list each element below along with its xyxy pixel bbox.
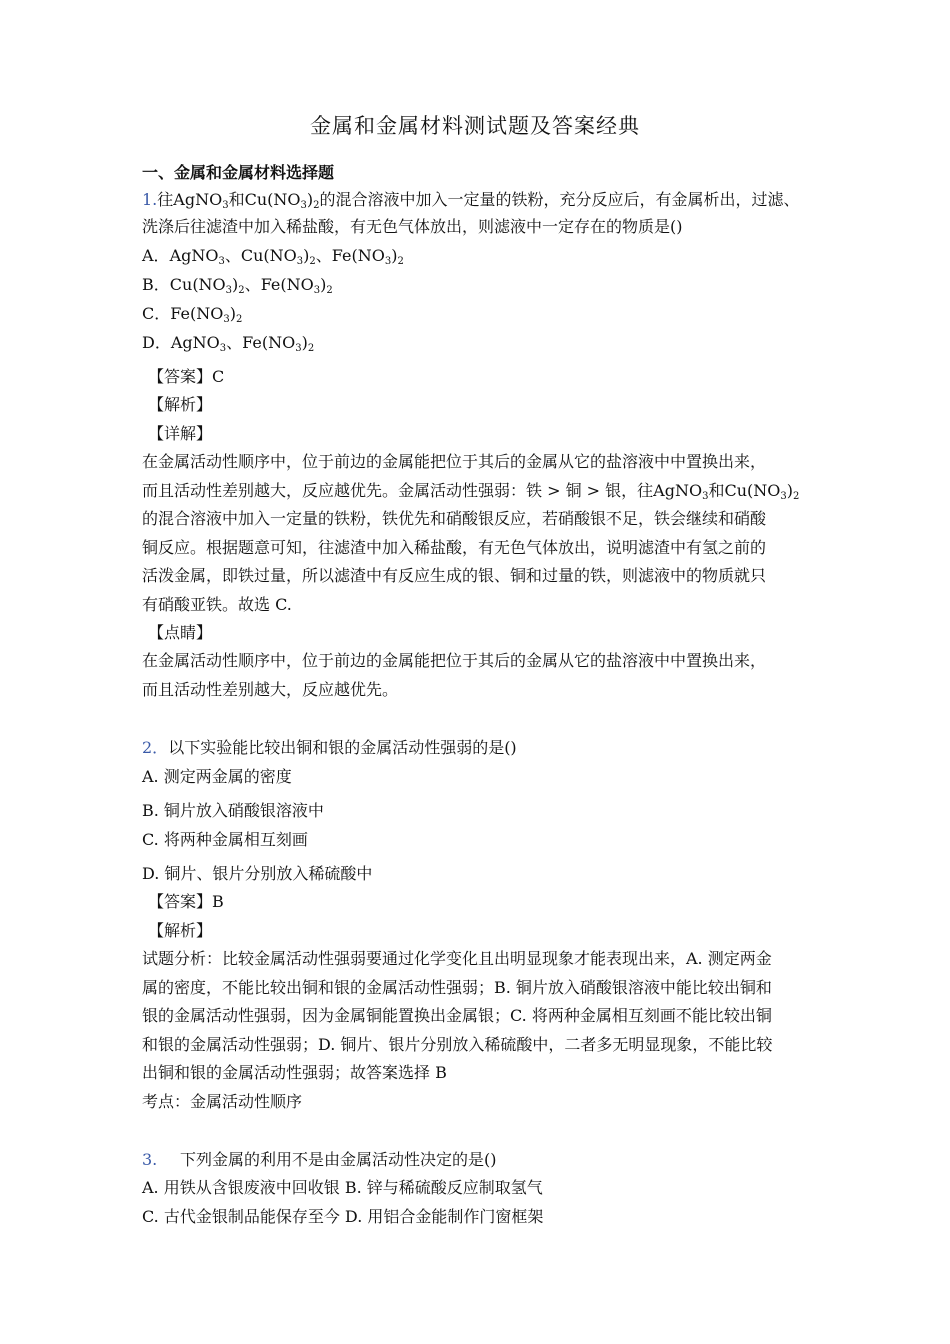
- q1-detail-line3: 的混合溶液中加入一定量的铁粉，铁优先和硝酸银反应，若硝酸银不足，铁会继续和硝酸: [142, 509, 767, 528]
- q3-options-cd: C. 古代金银制品能保存至今 D. 用铝合金能制作门窗框架: [142, 1207, 544, 1226]
- q3-stem: 3. 下列金属的利用不是由金属活动性决定的是(): [142, 1150, 497, 1169]
- q2-explain-line3: 银的金属活动性强弱，因为金属铜能置换出金属银；C. 将两种金属相互刻画不能比较出铜: [142, 1006, 772, 1025]
- q2-explain-line2: 属的密度，不能比较出铜和银的金属活动性强弱；B. 铜片放入硝酸银溶液中能比较出铜和: [142, 978, 772, 997]
- q1-stem-line2: 洗涤后往滤渣中加入稀盐酸，有无色气体放出，则滤液中一定存在的物质是(): [142, 217, 683, 236]
- section-heading: 一、金属和金属材料选择题: [142, 163, 335, 182]
- q2-option-c: C. 将两种金属相互刻画: [142, 830, 308, 849]
- q1-detail-line6: 有硝酸亚铁。故选 C.: [142, 595, 292, 614]
- q1-point-line2: 而且活动性差别越大，反应越优先。: [142, 680, 399, 699]
- q1-analysis-tag: 【解析】: [148, 395, 213, 414]
- q2-option-a: A. 测定两金属的密度: [142, 767, 292, 786]
- q1-detail-tag: 【详解】: [148, 424, 213, 443]
- q2-option-b: B. 铜片放入硝酸银溶液中: [142, 801, 324, 820]
- q1-answer: 【答案】C: [148, 367, 225, 386]
- q3-options-ab: A. 用铁从含银废液中回收银 B. 锌与稀硫酸反应制取氢气: [142, 1178, 543, 1197]
- q1-stem-line1: 1.往AgNO$_3$和$Cu(NO_3)_2$的混合溶液中加入一定量的铁粉，充分反应后，有金属析出，过滤、: [142, 190, 800, 211]
- q1-option-d: D．AgNO$_3$、$Fe(NO_3)_2$: [142, 333, 315, 354]
- q1-detail-line4: 铜反应。根据题意可知，往滤渣中加入稀盐酸，有无色气体放出，说明滤渣中有氢之前的: [142, 538, 767, 557]
- document-title: 金属和金属材料测试题及答案经典: [310, 114, 640, 138]
- q1-option-a: A．AgNO$_3$、$Cu(NO_3)_2$、$Fe(NO_3)_2$: [142, 246, 404, 267]
- q1-detail-line1: 在金属活动性顺序中，位于前边的金属能把位于其后的金属从它的盐溶液中中置换出来，: [142, 452, 767, 471]
- q1-option-b: B．$Cu(NO_3)_2$、$Fe(NO_3)_2$: [142, 275, 333, 296]
- q1-point-tag: 【点睛】: [148, 623, 213, 642]
- q1-detail-line2: 而且活动性差别越大，反应越优先。金属活动性强弱：铁 > 铜 > 银，往AgNO$_3$和$Cu(NO_3)_2$: [142, 481, 800, 502]
- q2-explain-line1: 试题分析：比较金属活动性强弱要通过化学变化且出明显现象才能表现出来，A. 测定两金: [142, 949, 772, 968]
- q2-kaodian: 考点：金属活动性顺序: [142, 1092, 303, 1111]
- q2-number: 2．: [142, 738, 169, 757]
- q1-number: 1.: [142, 190, 158, 209]
- q2-explain-line5: 出铜和银的金属活动性强弱；故答案选择 B: [142, 1063, 447, 1082]
- q1-detail-line5: 活泼金属，即铁过量，所以滤渣中有反应生成的银、铜和过量的铁，则滤液中的物质就只: [142, 566, 767, 585]
- q2-stem: 2．以下实验能比较出铜和银的金属活动性强弱的是(): [142, 738, 517, 757]
- q3-number: 3.: [142, 1150, 158, 1169]
- q1-option-c: C．$Fe(NO_3)_2$: [142, 304, 243, 325]
- q2-explain-line4: 和银的金属活动性强弱；D. 铜片、银片分别放入稀硫酸中，二者多无明显现象，不能比较: [142, 1035, 773, 1054]
- q2-analysis-tag: 【解析】: [148, 921, 213, 940]
- q2-option-d: D. 铜片、银片分别放入稀硫酸中: [142, 864, 373, 883]
- q2-answer: 【答案】B: [148, 892, 224, 911]
- q1-point-line1: 在金属活动性顺序中，位于前边的金属能把位于其后的金属从它的盐溶液中中置换出来，: [142, 651, 767, 670]
